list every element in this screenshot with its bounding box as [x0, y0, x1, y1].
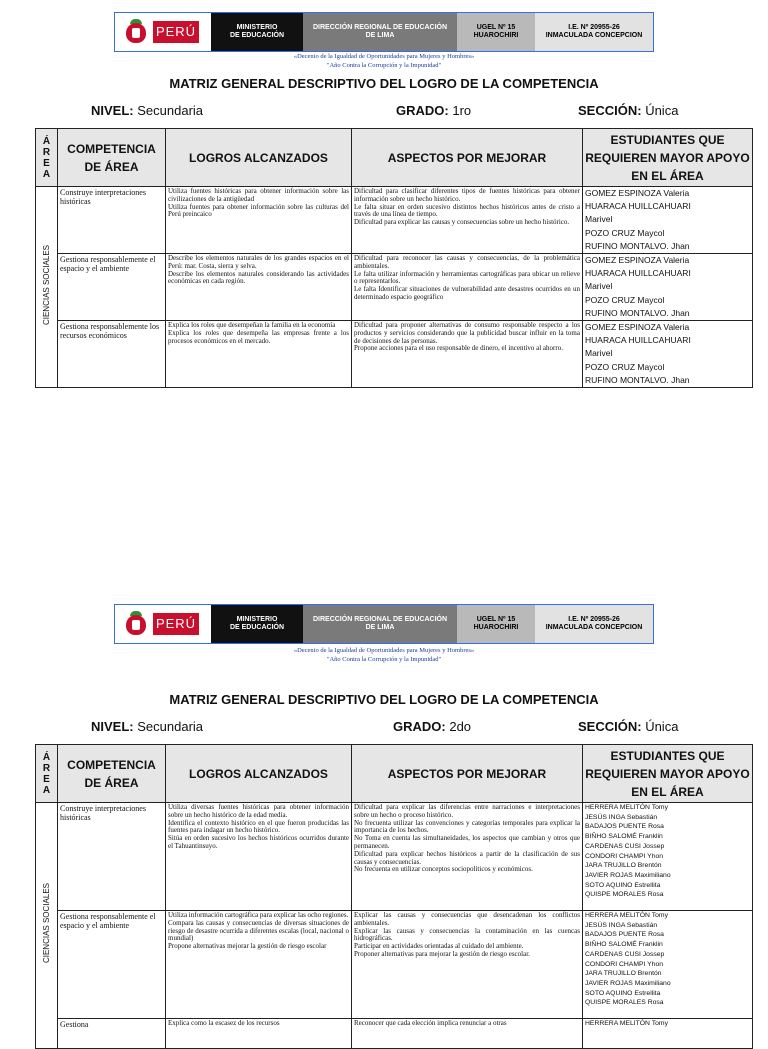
area-cell: CIENCIAS SOCIALES	[36, 803, 58, 1049]
student-name: QUISPE MORALES Rosa	[585, 891, 664, 899]
aspectos-cell: Dificultad para reconocer las causas y consecuencias, de la problemática ambientales. Le falta utilizar información y herramientas cartográficas para ubicar un relieve o representarlos. Le falta Identificar situaciones de vulnerabilidad ante desastres ocurridos en un determinado espacio geográfico	[352, 254, 583, 321]
table-row	[36, 187, 753, 254]
student-name: RUFINO MONTALVO. Jhan	[585, 307, 690, 318]
student-name: Marivel	[585, 281, 613, 292]
coat-of-arms-icon	[123, 19, 149, 45]
competency-table	[35, 744, 753, 1049]
student-name: JARA TRUJILLO Brentón	[585, 862, 662, 870]
student-name: Marivel	[585, 348, 613, 359]
slogan-1: «Decenio de la Igualdad de Oportunidades para Mujeres y Hombres»	[293, 647, 475, 654]
student-name: BIÑHO SALOMÉ Franklin	[585, 941, 663, 949]
slogan-1: «Decenio de la Igualdad de Oportunidades para Mujeres y Hombres»	[293, 53, 475, 60]
grado-value: 1ro	[452, 103, 472, 118]
direccion-block: DIRECCIÓN REGIONAL DE EDUCACIÓN DE LIMA	[303, 605, 457, 643]
grado-label: GRADO:	[396, 103, 449, 118]
aspectos-header: ASPECTOS POR MEJORAR	[352, 745, 583, 803]
ie-block: I.E. Nº 20955-26 INMACULADA CONCEPCION	[535, 605, 653, 643]
aspectos-cell: Reconocer que cada elección implica renunciar a otras	[352, 1019, 583, 1049]
page-title: MATRIZ GENERAL DESCRIPTIVO DEL LOGRO DE LA COMPETENCIA	[169, 692, 599, 707]
grado-field	[393, 719, 471, 734]
estudiantes-cell	[583, 1019, 753, 1049]
student-name: POZO CRUZ Maycol	[585, 294, 665, 305]
nivel-value: Secundaria	[137, 103, 204, 118]
area-header: Á R E A	[36, 745, 58, 803]
nivel-label: NIVEL:	[91, 103, 134, 118]
ugel-block: UGEL Nº 15 HUAROCHIRI	[457, 13, 535, 51]
student-name: BADAJOS PUENTE Rosa	[585, 823, 664, 831]
estudiantes-header: ESTUDIANTES QUE REQUIEREN MAYOR APOYO EN EL ÁREA	[583, 129, 753, 187]
student-name: Marivel	[585, 214, 613, 225]
grado-label: GRADO:	[393, 719, 446, 734]
logros-header: LOGROS ALCANZADOS	[166, 129, 352, 187]
aspectos-cell: Dificultad para proponer alternativas de consumo responsable respecto a los productos y servicios considerando que la publicidad buscar influir en la toma de decisiones de las personas. Propone acciones para el uso responsable de dinero, el incentivo al ahorro.	[352, 321, 583, 388]
seccion-value: Única	[645, 103, 679, 118]
ministerio-block: MINISTERIO DE EDUCACIÓN	[211, 13, 303, 51]
competencia-header: COMPETENCIA DE ÁREA	[58, 129, 166, 187]
competencia-cell: Gestiona responsablemente el espacio y el ambiente	[58, 254, 166, 321]
student-name: JARA TRUJILLO Brentón	[585, 970, 662, 978]
ministerio-block: MINISTERIO DE EDUCACIÓN	[211, 605, 303, 643]
student-name: QUISPE MORALES Rosa	[585, 999, 664, 1007]
student-name: HUARACA HUILLCAHUARI	[585, 201, 691, 212]
logros-header: LOGROS ALCANZADOS	[166, 745, 352, 803]
estudiantes-cell	[583, 803, 753, 911]
nivel-label: NIVEL:	[91, 719, 134, 734]
ugel-block: UGEL Nº 15 HUAROCHIRI	[457, 605, 535, 643]
logros-cell: Explica como la escasez de los recursos	[166, 1019, 352, 1049]
estudiantes-cell	[583, 187, 753, 254]
competencia-cell: Construye interpretaciones históricas	[58, 187, 166, 254]
aspectos-cell: Explicar las causas y consecuencias que desencadenan los conflictos ambientales. Explicar las causas y consecuencias la contaminación en las cuencas hidrográficas. Participar en actividades orientadas al cuidado del ambiente. Proponer alternativas para mejorar la gestión de riesgo escolar.	[352, 911, 583, 1019]
aspectos-header: ASPECTOS POR MEJORAR	[352, 129, 583, 187]
ie-block: I.E. Nº 20955-26 INMACULADA CONCEPCION	[535, 13, 653, 51]
coat-of-arms-icon	[123, 611, 149, 637]
competencia-header: COMPETENCIA DE ÁREA	[58, 745, 166, 803]
student-name: JESÚS INGA Sebastián	[585, 813, 658, 821]
student-name: HERRERA MELITÓN Tomy	[585, 912, 668, 919]
student-name: SOTO AQUINO Estrellita	[585, 881, 661, 889]
table-row	[36, 1019, 753, 1049]
estudiantes-cell	[583, 321, 753, 388]
nivel-field	[91, 103, 203, 118]
competencia-cell: Gestiona responsablemente el espacio y el ambiente	[58, 911, 166, 1019]
institution-header	[114, 604, 654, 644]
peru-logo	[115, 13, 211, 51]
student-name: CONDORI CHAMPI Yhon	[585, 960, 664, 968]
student-name: JESÚS INGA Sebastián	[585, 921, 658, 929]
institution-header	[114, 12, 654, 52]
student-name: CARDENAS CUSI Jossep	[585, 950, 665, 958]
table-row	[36, 254, 753, 321]
student-name: CONDORI CHAMPI Yhon	[585, 852, 664, 860]
competencia-cell: Construye interpretaciones históricas	[58, 803, 166, 911]
student-name: RUFINO MONTALVO. Jhan	[585, 240, 690, 251]
competencia-cell: Gestiona	[58, 1019, 166, 1049]
grado-field	[396, 103, 471, 118]
area-cell: CIENCIAS SOCIALES	[36, 187, 58, 388]
student-name: HERRERA MELITÓN Tomy	[585, 804, 668, 811]
student-name: JAVIER ROJAS Maximiliano	[585, 871, 671, 879]
logros-cell: Utiliza información cartográfica para explicar las ocho regiones. Compara las causas y consecuencias de diversas situaciones de riesgo de desastre ocurrida a diferentes escalas (local, nacional o mundial) Propone alternativas mejorar la gestión de riesgo escolar	[166, 911, 352, 1019]
logros-cell: Utiliza diversas fuentes históricas para obtener información sobre un hecho histórico de la edad media. Identifica el contexto histórico en el que fueron producidas las fuentes para indagar un hecho histórico. Sitúa en orden sucesivo los hechos históricos ocurridos durante el Tahuantinsuyo.	[166, 803, 352, 911]
estudiantes-cell	[583, 254, 753, 321]
nivel-field	[91, 719, 203, 734]
slogan-2: "Año Contra la Corrupción y la Impunidad"	[326, 62, 442, 69]
direccion-block: DIRECCIÓN REGIONAL DE EDUCACIÓN DE LIMA	[303, 13, 457, 51]
student-name: POZO CRUZ Maycol	[585, 227, 665, 238]
table-row	[36, 911, 753, 1019]
table-row	[36, 803, 753, 911]
competency-table	[35, 128, 753, 388]
grado-value: 2do	[449, 719, 472, 734]
student-name: GOMEZ ESPINOZA Valeria	[585, 322, 690, 333]
slogan-2: "Año Contra la Corrupción y la Impunidad"	[326, 656, 442, 663]
competencia-cell: Gestiona responsablemente los recursos económicos	[58, 321, 166, 388]
student-name: BIÑHO SALOMÉ Franklin	[585, 833, 663, 841]
aspectos-cell: Dificultad para explicar las diferencias entre narraciones e interpretaciones sobre un hecho o proceso histórico. No frecuenta utilizar las convenciones y categorías temporales para explicar la importancia de los hechos. No Toma en cuenta las simultaneidades, los aspectos que cambian y otros que permanecen. Dificultad para explicar hechos históricos a partir de la clasificación de sus causas y consecuencias. No frecuenta en utilizar conceptos sociopolíticos y económicos.	[352, 803, 583, 911]
student-name: SOTO AQUINO Estrellita	[585, 989, 661, 997]
logros-cell: Utiliza fuentes históricas para obtener información sobre las civilizaciones de la antigüedad Utiliza fuentes para obtener información sobre las culturas del Perú preincaico	[166, 187, 352, 254]
seccion-field	[578, 103, 678, 118]
student-name: BADAJOS PUENTE Rosa	[585, 931, 664, 939]
area-header: Á R E A	[36, 129, 58, 187]
student-name: HUARACA HUILLCAHUARI	[585, 335, 691, 346]
estudiantes-header: ESTUDIANTES QUE REQUIEREN MAYOR APOYO EN EL ÁREA	[583, 745, 753, 803]
logros-cell: Describe los elementos naturales de los grandes espacios en el Perú: mar. Costa, sierra y selva. Describe los elementos naturales considerando las actividades económicas en cada región.	[166, 254, 352, 321]
student-name: JAVIER ROJAS Maximiliano	[585, 979, 671, 987]
nivel-value: Secundaria	[137, 719, 204, 734]
table-row	[36, 321, 753, 388]
peru-label: PERÚ	[153, 613, 199, 635]
seccion-field	[578, 719, 678, 734]
logros-cell: Explica los roles que desempeñan la familia en la economía Explica los roles que desempeña las empresas frente a los procesos económicos en el mercado.	[166, 321, 352, 388]
student-name: HERRERA MELITÓN Tomy	[585, 1020, 668, 1027]
table-header-row	[36, 129, 753, 187]
table-header-row	[36, 745, 753, 803]
student-name: CARDENAS CUSI Jossep	[585, 842, 665, 850]
page-title: MATRIZ GENERAL DESCRIPTIVO DEL LOGRO DE LA COMPETENCIA	[169, 76, 599, 91]
student-name: GOMEZ ESPINOZA Valeria	[585, 255, 690, 266]
seccion-label: SECCIÓN:	[578, 103, 642, 118]
peru-logo	[115, 605, 211, 643]
student-name: POZO CRUZ Maycol	[585, 361, 665, 372]
seccion-label: SECCIÓN:	[578, 719, 642, 734]
student-name: HUARACA HUILLCAHUARI	[585, 268, 691, 279]
student-name: RUFINO MONTALVO. Jhan	[585, 374, 690, 385]
estudiantes-cell	[583, 911, 753, 1019]
aspectos-cell: Dificultad para clasificar diferentes tipos de fuentes históricas para obtener información sobre un hecho histórico. Le falta situar en orden sucesivo distintos hechos históricos antes de cristo a través de una línea de tiempo. Dificultad para explicar las causas y consecuencias sobre un hecho histórico.	[352, 187, 583, 254]
student-name: GOMEZ ESPINOZA Valeria	[585, 188, 690, 198]
peru-label: PERÚ	[153, 21, 199, 43]
seccion-value: Única	[645, 719, 679, 734]
